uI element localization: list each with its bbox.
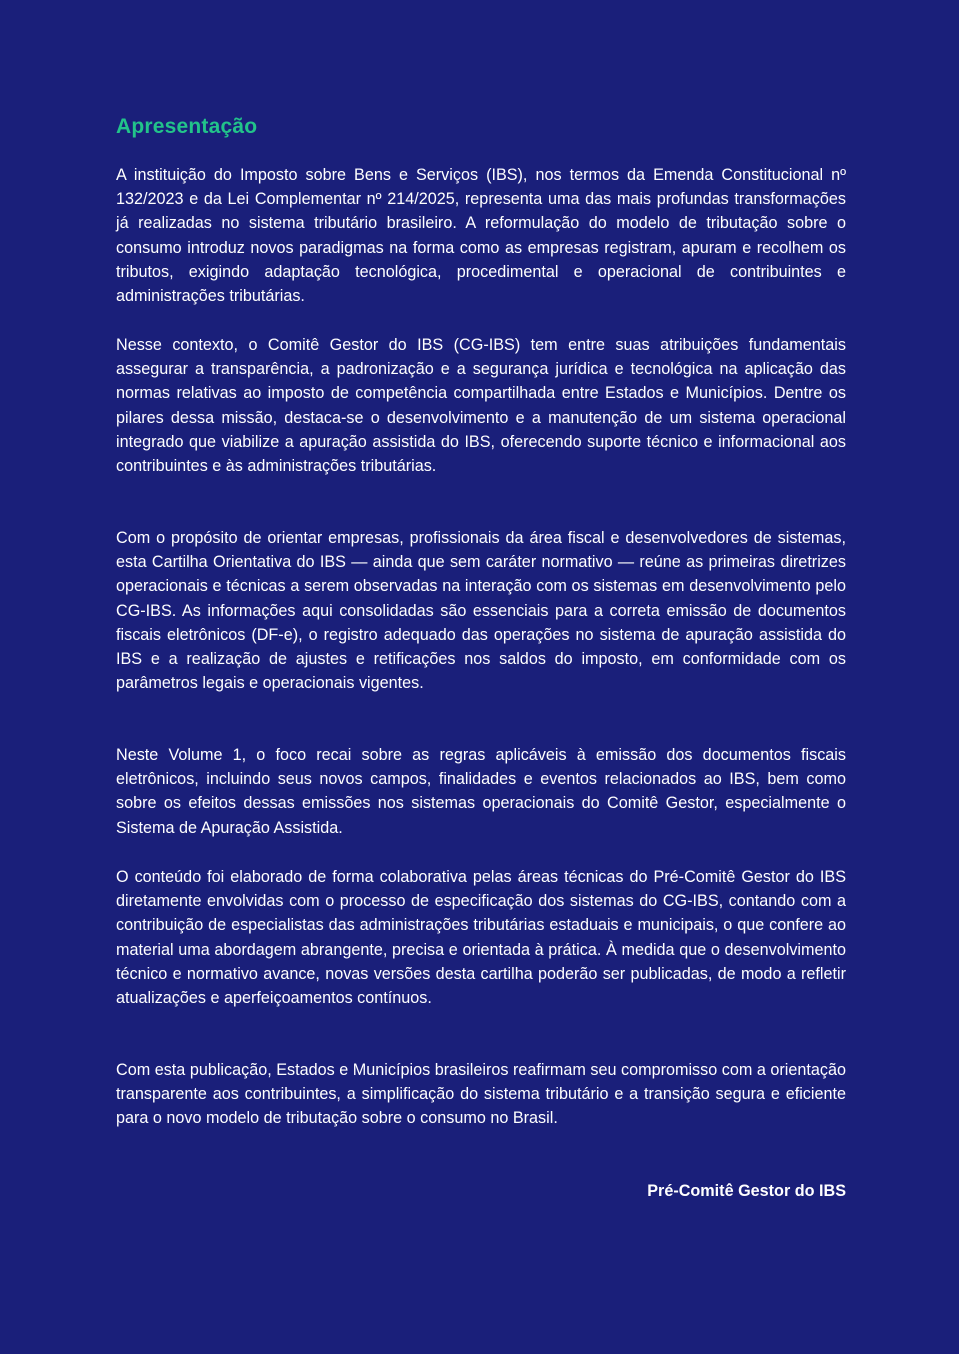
paragraph-commitment: Com esta publicação, Estados e Municípios brasileiros reafirmam seu compromisso com a orientação transparente aos contribuintes, a simplificação do sistema tributário e a transição segura e eficiente para o novo modelo de tributação sobre o consumo no Brasil.	[116, 1061, 846, 1128]
paragraph-introduction: A instituição do Imposto sobre Bens e Serviços (IBS), nos termos da Emenda Constitucional nº 132/2023 e da Lei Complementar nº 214/2025, representa uma das mais profundas transformações já realizadas no sistema tributário brasileiro. A reformulação do modelo de tributação sobre o consumo introduz novos paradigmas na forma como as empresas registram, apuram e recolhem os tributos, exigindo adaptação tecnológica, procedimental e operacional de contribuintes e administrações tributárias.	[116, 166, 846, 306]
paragraph-context: Nesse contexto, o Comitê Gestor do IBS (CG-IBS) tem entre suas atribuições fundamentais assegurar a transparência, a padronização e a segurança jurídica e tecnológica na aplicação das normas relativas ao imposto de competência compartilhada entre Estados e Municípios. Dentre os pilares dessa missão, destaca-se o desenvolvimento e a manutenção de um sistema operacional integrado que viabilize a apuração assistida do IBS, oferecendo suporte técnico e informacional aos contribuintes e às administrações tributárias.	[116, 336, 846, 476]
page-title: Apresentação	[116, 115, 258, 138]
paragraph-purpose: Com o propósito de orientar empresas, profissionais da área fiscal e desenvolvedores de sistemas, esta Cartilha Orientativa do IBS — ainda que sem caráter normativo — reúne as primeiras diretrizes operacionais e técnicas a serem observadas na interação com os sistemas em desenvolvimento pelo CG-IBS. As informações aqui consolidadas são essenciais para a correta emissão de documentos fiscais eletrônicos (DF-e), o registro adequado das operações no sistema de apuração assistida do IBS e a realização de ajustes e retificações nos saldos do imposto, em conformidade com os parâmetros legais e operacionais vigentes.	[116, 529, 846, 693]
paragraph-volume-focus: Neste Volume 1, o foco recai sobre as regras aplicáveis à emissão dos documentos fiscais eletrônicos, incluindo seus novos campos, finalidades e eventos relacionados ao IBS, bem como sobre os efeitos dessas emissões nos sistemas operacionais do Comitê Gestor, especialmente o Sistema de Apuração Assistida.	[116, 746, 846, 837]
signature: Pré-Comitê Gestor do IBS	[647, 1182, 846, 1200]
paragraph-collaboration: O conteúdo foi elaborado de forma colaborativa pelas áreas técnicas do Pré-Comitê Gestor do IBS diretamente envolvidas com o processo de especificação dos sistemas do CG-IBS, contando com a contribuição de especialistas das administrações tributárias estaduais e municipais, o que confere ao material uma abordagem abrangente, precisa e orientada à prática. À medida que o desenvolvimento técnico e normativo avance, novas versões desta cartilha poderão ser publicadas, de modo a refletir atualizações e aperfeiçoamentos contínuos.	[116, 868, 846, 1008]
document-content	[116, 113, 846, 1200]
